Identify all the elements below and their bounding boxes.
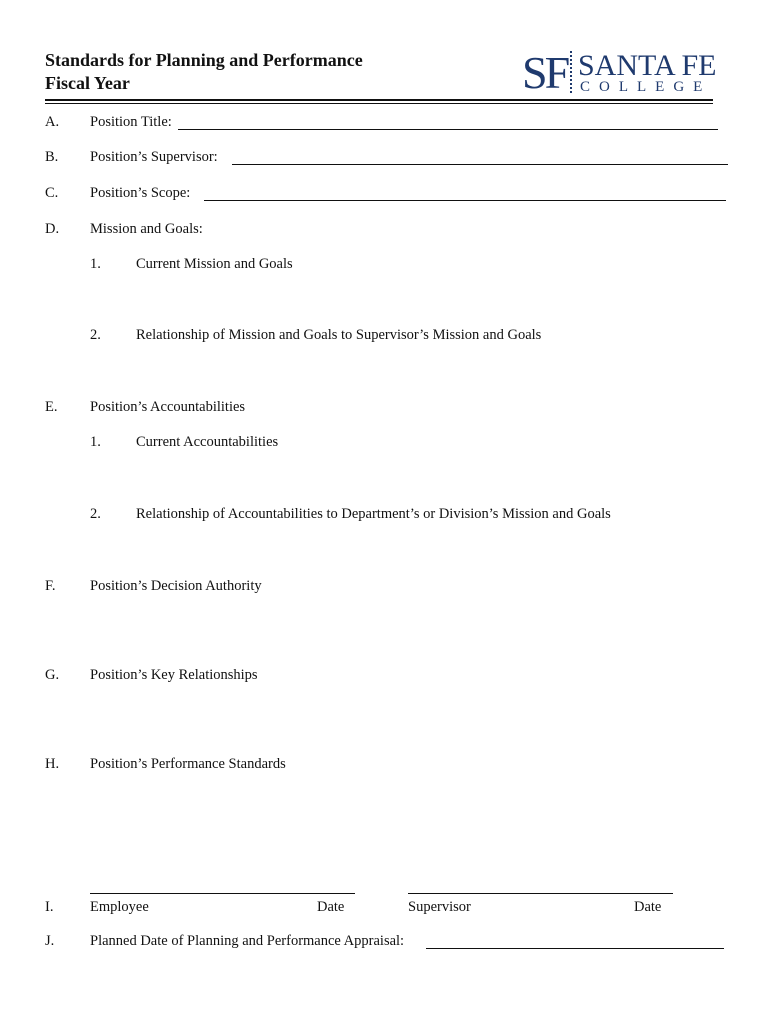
decision-authority-label: Position’s Decision Authority: [90, 578, 262, 594]
employee-date-label: Date: [317, 899, 345, 915]
section-e-letter: E.: [45, 399, 58, 415]
section-b-letter: B.: [45, 149, 59, 165]
section-a-letter: A.: [45, 114, 60, 130]
mission-item-1-num: 1.: [90, 256, 101, 272]
supervisor-sign-label: Supervisor: [408, 899, 471, 915]
accountabilities-label: Position’s Accountabilities: [90, 399, 246, 415]
section-f-letter: F.: [45, 578, 56, 594]
appraisal-date-label: Planned Date of Planning and Performance Appraisal:: [90, 933, 405, 949]
section-d-letter: D.: [45, 221, 60, 237]
accountability-item-2-label: Relationship of Accountabilities to Department’s or Division’s Mission and Goals: [136, 506, 611, 522]
appraisal-date-field[interactable]: [426, 948, 724, 949]
page-subtitle: Fiscal Year: [45, 73, 130, 93]
page-title: Standards for Planning and Performance: [45, 50, 363, 70]
supervisor-label: Position’s Supervisor:: [90, 149, 218, 165]
accountability-item-1-label: Current Accountabilities: [136, 434, 279, 450]
logo-divider: [570, 51, 572, 93]
position-title-field[interactable]: [178, 129, 718, 130]
supervisor-date-label: Date: [634, 899, 662, 915]
mission-item-1-label: Current Mission and Goals: [136, 256, 293, 272]
position-title-label: Position Title:: [90, 114, 172, 130]
accountability-item-2-num: 2.: [90, 506, 101, 522]
logo-name: SANTA FE: [578, 49, 717, 82]
employee-label: Employee: [90, 899, 149, 915]
section-h-letter: H.: [45, 756, 60, 772]
header-rule-thick: [45, 99, 713, 101]
logo-subtext: COLLEGE: [580, 79, 712, 95]
scope-label: Position’s Scope:: [90, 185, 191, 201]
supervisor-signature-line[interactable]: [408, 893, 673, 894]
header-rule-thin: [45, 103, 713, 104]
key-relationships-label: Position’s Key Relationships: [90, 667, 258, 683]
performance-standards-label: Position’s Performance Standards: [90, 756, 286, 772]
logo-mark: SF: [522, 47, 568, 98]
mission-item-2-num: 2.: [90, 327, 101, 343]
accountability-item-1-num: 1.: [90, 434, 101, 450]
section-i-letter: I.: [45, 899, 54, 915]
mission-goals-label: Mission and Goals:: [90, 221, 203, 237]
section-c-letter: C.: [45, 185, 59, 201]
section-j-letter: J.: [45, 933, 55, 949]
scope-field[interactable]: [204, 200, 726, 201]
employee-signature-line[interactable]: [90, 893, 355, 894]
mission-item-2-label: Relationship of Mission and Goals to Supervisor’s Mission and Goals: [136, 327, 542, 343]
section-g-letter: G.: [45, 667, 60, 683]
supervisor-field[interactable]: [232, 164, 728, 165]
